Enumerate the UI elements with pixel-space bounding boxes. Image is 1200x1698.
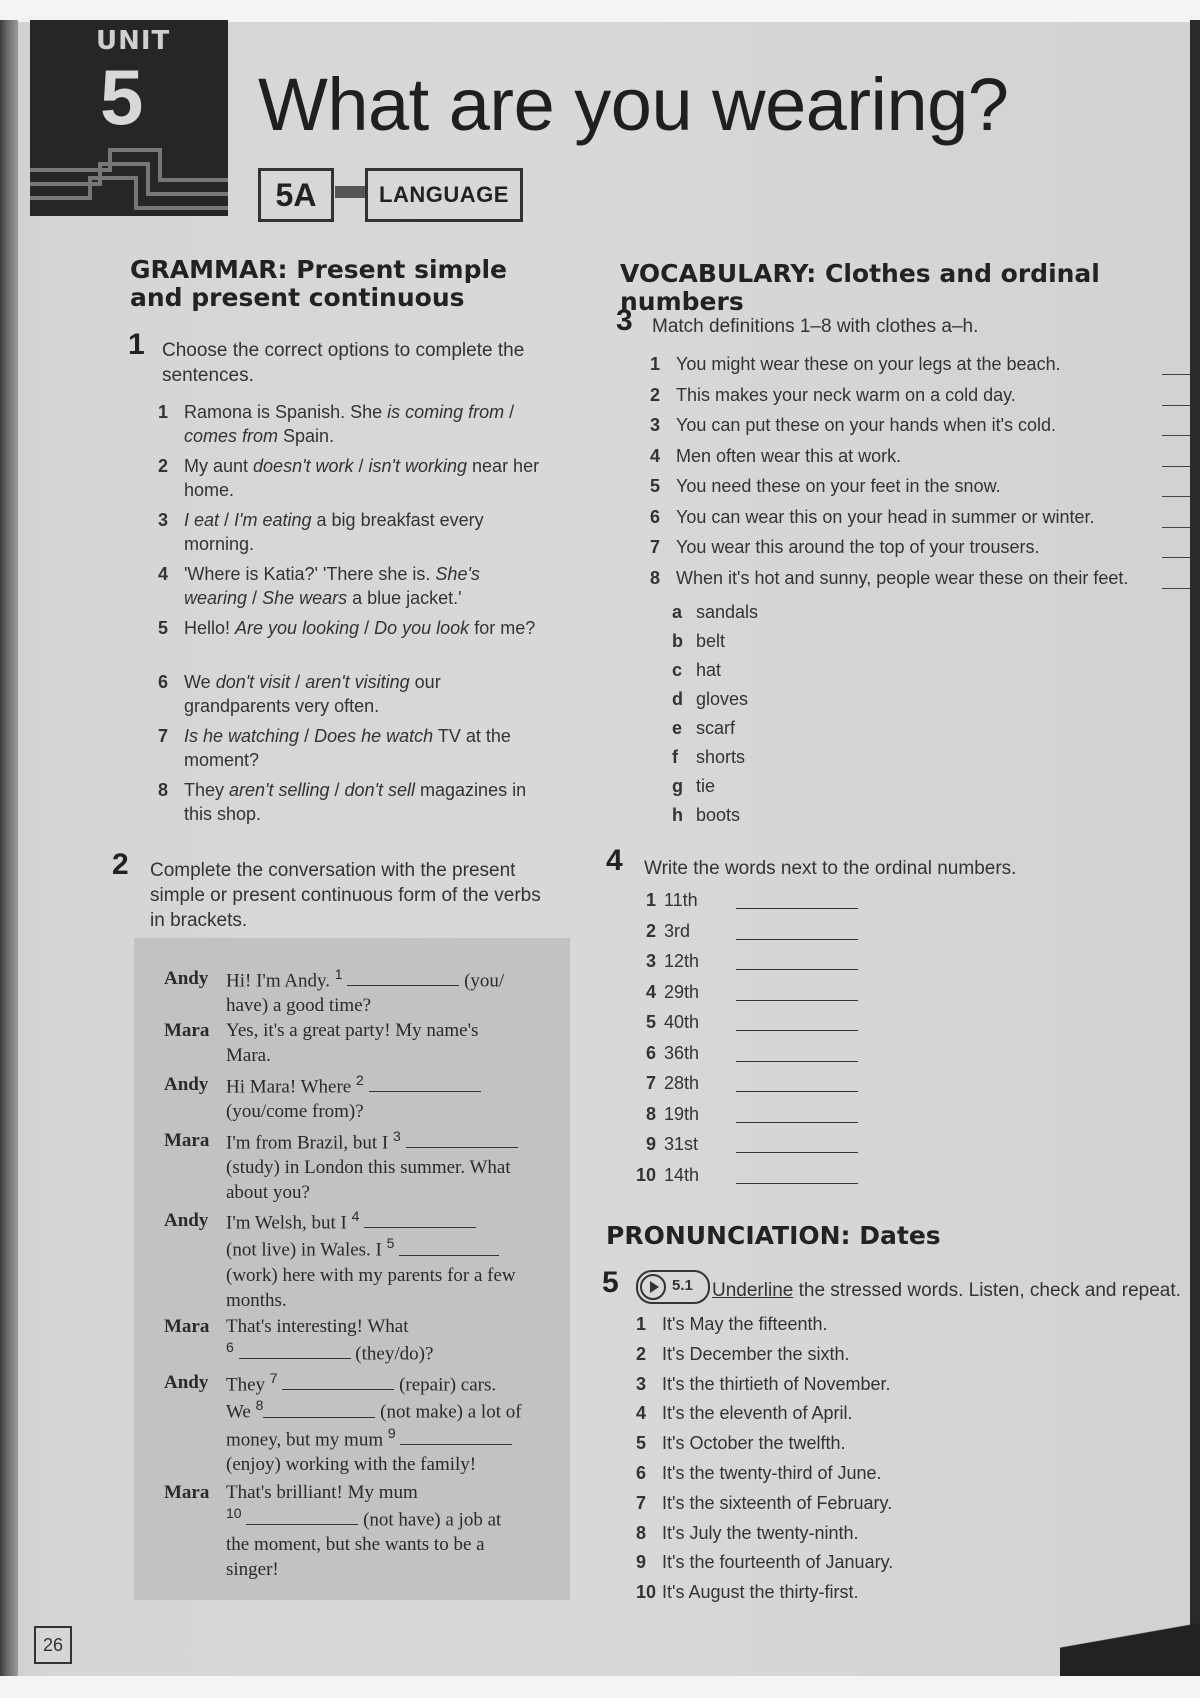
vocabulary-heading bbox=[620, 260, 1140, 316]
exercise-2-number: 2 bbox=[112, 848, 129, 881]
item-number: 3 bbox=[645, 951, 656, 971]
speaker-name: Mara bbox=[164, 1482, 210, 1503]
option-letter: f bbox=[672, 747, 678, 767]
exercise-5-instruction bbox=[712, 1278, 1192, 1303]
exercise-5-instruction-rest: the stressed words. Listen, check and repeat. bbox=[793, 1280, 1181, 1301]
option-letter: a bbox=[672, 602, 683, 622]
exercise-5-item: 9 It's the fourteenth of January. bbox=[636, 1552, 894, 1573]
answer-blank[interactable] bbox=[736, 1152, 858, 1153]
item-number: 2 bbox=[650, 384, 661, 405]
answer-blank[interactable] bbox=[736, 969, 858, 970]
exercise-1-item: 7 Is he watching / Does he watch TV at the moment? bbox=[158, 726, 511, 770]
answer-blank[interactable] bbox=[736, 1000, 858, 1001]
item-number: 5 bbox=[158, 618, 169, 638]
clothes-option: h boots bbox=[672, 805, 741, 825]
item-number: 3 bbox=[650, 415, 661, 435]
item-number: 2 bbox=[636, 1343, 647, 1364]
answer-blank[interactable] bbox=[1162, 557, 1190, 558]
option-letter: e bbox=[672, 718, 683, 738]
book-spine bbox=[0, 20, 18, 1680]
exercise-3-definition: 5 You need these on your feet in the snow. bbox=[650, 476, 1001, 496]
speaker-name: Andy bbox=[164, 1074, 209, 1095]
exercise-1-number: 1 bbox=[128, 328, 145, 361]
item-number: 9 bbox=[645, 1134, 656, 1154]
ordinal-item: 7 28th bbox=[628, 1073, 728, 1094]
item-number: 1 bbox=[650, 354, 661, 374]
item-number: 8 bbox=[158, 780, 169, 800]
answer-blank[interactable] bbox=[1162, 405, 1190, 406]
exercise-5-item: 10 It's August the thirty-first. bbox=[636, 1582, 859, 1603]
dialogue-line: Andy I'm Welsh, but I $^4$ (not live) in Wales. I $^5$ (work) here with my parents for a few months. bbox=[164, 1208, 516, 1311]
answer-blank[interactable] bbox=[736, 1183, 858, 1184]
ordinal-item: 6 36th bbox=[628, 1043, 728, 1064]
exercise-5-item: 8 It's July the twenty-ninth. bbox=[636, 1522, 859, 1543]
item-number: 4 bbox=[645, 981, 656, 1002]
ordinal-item: 3 12th bbox=[628, 951, 728, 972]
item-number: 6 bbox=[650, 506, 661, 527]
item-number: 4 bbox=[650, 445, 661, 466]
speaker-name: Mara bbox=[164, 1316, 210, 1337]
clothes-option: f shorts bbox=[672, 747, 746, 767]
item-number: 5 bbox=[645, 1012, 656, 1032]
item-number: 7 bbox=[636, 1492, 647, 1513]
dialogue-line: Andy They $^7$ (repair) cars. We $^8$ (not make) a lot of money, but my mum $^9$ (enjoy) working with the family! bbox=[164, 1370, 522, 1475]
exercise-3-number: 3 bbox=[616, 304, 633, 337]
page-title: What are you wearing? bbox=[258, 63, 1009, 146]
speaker-name: Mara bbox=[164, 1020, 210, 1041]
audio-track-code: 5.1 bbox=[672, 1277, 693, 1294]
exercise-5-number: 5 bbox=[602, 1266, 619, 1299]
exercise-1-item: 3 I eat / I'm eating a big breakfast every morning. bbox=[158, 510, 484, 554]
exercise-3-definition: 4 Men often wear this at work. bbox=[650, 445, 902, 466]
exercise-1-item: 4 'Where is Katia?' 'There she is. She's wearing / She wears a blue jacket.' bbox=[158, 564, 480, 608]
dialogue-line: Mara I'm from Brazil, but I $^3$ (study) in London this summer. What about you? bbox=[226, 1128, 566, 1205]
exercise-3-definition: 6 You can wear this on your head in summer or winter. bbox=[650, 506, 1095, 527]
exercise-5-item: 1 It's May the fifteenth. bbox=[636, 1314, 828, 1334]
exercise-3-definition: 3 You can put these on your hands when it's cold. bbox=[650, 415, 1057, 435]
exercise-1-item: 5 Hello! Are you looking / Do you look for me? bbox=[158, 618, 536, 638]
grammar-heading bbox=[130, 256, 550, 312]
exercise-1-item: 2 My aunt doesn't work / isn't working near her home. bbox=[158, 456, 540, 500]
pronunciation-heading bbox=[606, 1222, 1106, 1250]
answer-blank[interactable] bbox=[736, 1061, 858, 1062]
exercise-5-item: 7 It's the sixteenth of February. bbox=[636, 1492, 893, 1513]
clothes-option: e scarf bbox=[672, 718, 736, 738]
exercise-5-item: 3 It's the thirtieth of November. bbox=[636, 1373, 891, 1394]
item-number: 7 bbox=[645, 1073, 656, 1093]
exercise-3-definition: 1 You might wear these on your legs at the beach. bbox=[650, 354, 1061, 374]
exercise-1-item: 1 Ramona is Spanish. She is coming from / comes from Spain. bbox=[158, 402, 515, 446]
grammar-heading-main: GRAMMAR: bbox=[130, 255, 288, 284]
option-letter: c bbox=[672, 660, 683, 680]
item-number: 6 bbox=[158, 672, 169, 692]
page-number: 26 bbox=[34, 1626, 72, 1664]
exercise-3-definition: 8 When it's hot and sunny, people wear these on their feet. bbox=[650, 567, 1129, 588]
ordinal-item: 1 11th bbox=[628, 890, 728, 911]
pronunciation-heading-main: PRONUNCIATION: bbox=[606, 1221, 851, 1250]
option-letter: h bbox=[672, 805, 683, 825]
clothes-option: a sandals bbox=[672, 602, 759, 622]
ordinal-item: 8 19th bbox=[628, 1104, 728, 1125]
answer-blank[interactable] bbox=[736, 908, 858, 909]
lesson-code-badge: 5A bbox=[258, 168, 334, 222]
option-letter: g bbox=[672, 776, 683, 796]
answer-blank[interactable] bbox=[1162, 374, 1190, 375]
item-number: 1 bbox=[158, 402, 169, 422]
play-icon bbox=[640, 1274, 666, 1300]
answer-blank[interactable] bbox=[1162, 588, 1190, 589]
answer-blank[interactable] bbox=[736, 939, 858, 940]
item-number: 5 bbox=[650, 476, 661, 496]
item-number: 4 bbox=[636, 1403, 647, 1424]
exercise-2-instruction: Complete the conversation with the present simple or present continuous form of the verbs in brackets. bbox=[150, 860, 541, 931]
answer-blank[interactable] bbox=[736, 1122, 858, 1123]
unit-stair-decoration bbox=[30, 140, 228, 216]
dialogue-line: Mara That's interesting! What $^6$ (they/do)? bbox=[164, 1316, 434, 1365]
clothes-option: b belt bbox=[672, 631, 726, 651]
speaker-name: Andy bbox=[164, 1210, 209, 1231]
answer-blank[interactable] bbox=[736, 1030, 858, 1031]
exercise-1-instruction: Choose the correct options to complete the sentences. bbox=[162, 340, 525, 386]
option-letter: b bbox=[672, 631, 683, 651]
exercise-1-item: 6 We don't visit / aren't visiting our grandparents very often. bbox=[158, 672, 441, 716]
item-number: 6 bbox=[636, 1463, 647, 1483]
item-number: 5 bbox=[636, 1433, 647, 1454]
answer-blank[interactable] bbox=[1162, 496, 1190, 497]
answer-blank[interactable] bbox=[1162, 435, 1190, 436]
exercise-5-item: 5 It's October the twelfth. bbox=[636, 1433, 846, 1454]
pronunciation-heading-rest: Dates bbox=[850, 1221, 941, 1250]
unit-number: 5 bbox=[100, 53, 144, 141]
item-number: 6 bbox=[645, 1042, 656, 1063]
dialogue-line: Mara That's brilliant! My mum $^{10}$ (not have) a job at the moment, but she wants to be a singer! bbox=[164, 1482, 502, 1581]
item-number: 7 bbox=[158, 726, 169, 746]
answer-blank[interactable] bbox=[1162, 466, 1190, 467]
lesson-badge-connector bbox=[335, 186, 365, 198]
exercise-5-instruction-underlined: Underline bbox=[712, 1280, 794, 1301]
item-number: 1 bbox=[645, 890, 656, 910]
item-number: 4 bbox=[158, 564, 169, 584]
ordinal-item: 5 40th bbox=[628, 1012, 728, 1033]
item-number: 8 bbox=[650, 567, 661, 588]
speaker-name: Andy bbox=[164, 968, 209, 989]
vocabulary-heading-main: VOCABULARY: bbox=[620, 259, 817, 288]
exercise-3-instruction: Match definitions 1–8 with clothes a–h. bbox=[652, 316, 979, 337]
ordinal-item: 4 29th bbox=[628, 982, 728, 1003]
unit-label: UNIT bbox=[96, 26, 171, 56]
exercise-1-item: 8 They aren't selling / don't sell magazines in this shop. bbox=[158, 780, 527, 824]
exercise-4-number: 4 bbox=[606, 844, 623, 877]
page-edge bbox=[1190, 20, 1200, 1680]
exercise-3-definition: 2 This makes your neck warm on a cold day. bbox=[650, 384, 1016, 405]
grammar-heading-rest: Present simple and present continuous bbox=[130, 255, 508, 312]
page-corner-shadow bbox=[1060, 1600, 1200, 1680]
clothes-option: c hat bbox=[672, 660, 722, 680]
item-number: 1 bbox=[636, 1314, 647, 1334]
item-number: 8 bbox=[645, 1103, 656, 1124]
vocabulary-heading-rest: Clothes and ordinal numbers bbox=[620, 259, 1100, 316]
dialogue-line: Mara Yes, it's a great party! My name's Mara. bbox=[164, 1020, 479, 1066]
scan-top-margin bbox=[0, 0, 1200, 22]
speaker-name: Mara bbox=[164, 1130, 210, 1151]
ordinal-item: 2 3rd bbox=[628, 921, 728, 942]
dialogue-line: Andy Hi! I'm Andy. $^1$ (you/ have) a good time? bbox=[164, 966, 505, 1017]
speaker-name: Andy bbox=[164, 1372, 209, 1393]
exercise-3-definition: 7 You wear this around the top of your trousers. bbox=[650, 537, 1040, 557]
clothes-option: g tie bbox=[672, 776, 716, 796]
ordinal-item: 10 14th bbox=[628, 1165, 728, 1186]
exercise-5-item: 2 It's December the sixth. bbox=[636, 1343, 850, 1364]
item-number: 3 bbox=[158, 510, 169, 530]
lesson-label-badge: LANGUAGE bbox=[365, 168, 523, 222]
option-letter: d bbox=[672, 689, 683, 709]
dialogue-line: Andy Hi Mara! Where $^2$ (you/come from)? bbox=[226, 1072, 566, 1124]
exercise-5-item: 4 It's the eleventh of April. bbox=[636, 1403, 853, 1424]
clothes-option: d gloves bbox=[672, 689, 749, 709]
item-number: 9 bbox=[636, 1552, 647, 1573]
item-number: 2 bbox=[158, 456, 169, 476]
scan-bottom-margin bbox=[0, 1676, 1200, 1698]
answer-blank[interactable] bbox=[736, 1091, 858, 1092]
item-number: 7 bbox=[650, 537, 661, 557]
item-number: 10 bbox=[635, 1164, 656, 1185]
ordinal-item: 9 31st bbox=[628, 1134, 728, 1155]
item-number: 8 bbox=[636, 1522, 647, 1543]
item-number: 3 bbox=[636, 1373, 647, 1394]
answer-blank[interactable] bbox=[1162, 527, 1190, 528]
item-number: 2 bbox=[645, 920, 656, 941]
item-number: 10 bbox=[636, 1582, 657, 1603]
exercise-4-instruction: Write the words next to the ordinal numbers. bbox=[644, 858, 1017, 879]
exercise-5-item: 6 It's the twenty-third of June. bbox=[636, 1463, 882, 1483]
audio-track-button[interactable] bbox=[636, 1270, 710, 1304]
